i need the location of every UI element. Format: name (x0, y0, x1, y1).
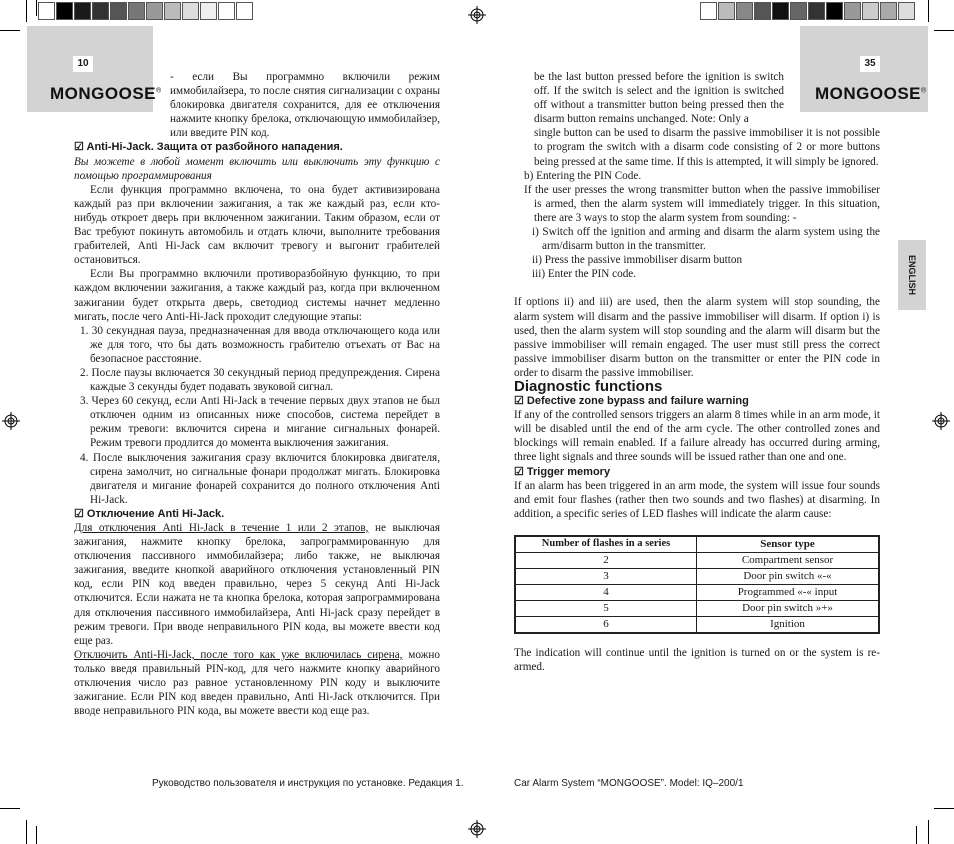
table-row: 4 Programmed «-« input (515, 584, 879, 600)
section-title-disable: ☑ Отключение Anti Hi-Jack. (74, 507, 225, 520)
paragraph: Если Вы программно включили противоразбойную функцию, то при каждом включении зажигания, а также каждый раз, когда при включенном зажигании будет открыта дверь, светодиод системы начнет медленно мигать, после чего Anti-Hi-Jack проходит следующие этапы: (74, 268, 440, 323)
table-header: Number of flashes in a series (515, 536, 697, 553)
color-bar-left (38, 2, 254, 20)
registration-mark-icon (932, 412, 950, 430)
paragraph: Для отключения Anti Hi-Jack в течение 1 или 2 этапов, не выключая зажигания, нажмите кнопку брелока, запрограммированную для отключения пассивного иммобилайзера; либо также, не выключая зажигания, введите кнопкой аварийного отключения установленный PIN код, если PIN код введен правильно, через 5 секунд Anti Hi-Jack отключится. Если нажата не та кнопка брелока, которая запрограммирована для отключения пассивного иммобилайзера, Anti Hi-jack сразу перейдет в режим тревоги. При вводе неправильного PIN кода, вы можете ввести код еще раз. (74, 522, 440, 647)
paragraph: Отключить Anti-Hi-Jack, после того как уже включилась сирена, можно только введя правильный PIN-код, для чего нажмите кнопку аварийного отключения число раз равное установленному PIN коду и выключите зажигание. Если PIN код введен правильно, Anti Hi-Jack отключится. При вводе неправильного PIN кода, вы можете ввести код еще раз. (74, 648, 440, 718)
table-row: 2 Compartment sensor (515, 552, 879, 568)
right-page-body (514, 70, 880, 674)
paragraph: If options ii) and iii) are used, then the alarm system will stop sounding, the alarm system will disarm and the passive immobiliser will disarm. If option i) is used, then the alarm system will stop sounding and the alarm will disarm but the passive immobiliser will remain engaged. The user must still press the correct passive immobiliser disarm button on the transmitter or enter the PIN code in order to disarm the passive immobiliser. (514, 296, 880, 379)
list-item: 3. Через 60 секунд, если Anti Hi-Jack в течение первых двух этапов не был отключен одним из описанных ниже способов, система перейдет в режим тревоги: включится сирена и мигание сигнальных фонарей. Режим тревоги продлится до момента выключения зажигания. (80, 395, 440, 450)
paragraph: If the user presses the wrong transmitter button when the passive immobiliser is armed, then the alarm system will immediately trigger. In this situation, there are 3 ways to stop the alarm system from sounding: - (524, 183, 880, 224)
list-item: 2. После паузы включается 30 секундный период предупреждения. Сирена каждые 3 секунды будет подавать звуковой сигнал. (80, 366, 440, 394)
paragraph: The indication will continue until the ignition is turned on or the system is re-armed. (514, 646, 880, 673)
page-number-right: 35 (860, 56, 880, 72)
list-item: ii) Press the passive immobiliser disarm button (532, 254, 743, 267)
list-item: iii) Enter the PIN code. (532, 268, 637, 281)
section-title-antihijack: ☑ Anti-Hi-Jack. Защита от разбойного нападения. (74, 141, 343, 154)
page-number-left: 10 (73, 56, 93, 72)
subsection-title: ☑ Defective zone bypass and failure warning (514, 395, 749, 408)
section-italic-note: Вы можете в любой момент включить или выключить эту функцию с помощью программирования (74, 155, 440, 182)
registration-mark-icon (468, 6, 486, 24)
left-page-body (74, 70, 440, 718)
table-row: 3 Door pin switch «-« (515, 568, 879, 584)
section-heading-diagnostic: Diagnostic functions (514, 377, 663, 395)
footer-left: Руководство пользователя и инструкция по установке. Редакция 1. (152, 778, 464, 789)
table-header-row (515, 536, 879, 553)
paragraph: be the last button pressed before the ignition is switch off. If the switch is select and the ignition is switched off without a transmitter button being pressed then the disarm button remains unchanged. Note: Only a (534, 71, 784, 126)
brand-logo-left: MONGOOSE® (50, 84, 162, 103)
sensor-table (514, 535, 880, 634)
intro-paragraph: - если Вы программно включили режим иммобилайзера, то после снятия сигнализации с охраны блокировка двигателя сохранится, для ее отключения нажмите кнопку брелока, отключающую иммобилайзер, или введите PIN код. (170, 71, 440, 140)
table-row: 6 Ignition (515, 616, 879, 633)
color-bar-right (700, 2, 916, 20)
list-item: 1. 30 секундная пауза, предназначенная для ввода отключающего кода или же для того, что бы дать возможность грабителю отъехать от Вас на безопасное расстояние. (80, 324, 440, 365)
list-item: i) Switch off the ignition and arming and disarm the alarm system using the arm/disarm button in the transmitter. (532, 226, 880, 253)
registration-mark-icon (2, 412, 20, 430)
footer-right: Car Alarm System “MONGOOSE”. Model: IQ–200/1 (514, 778, 744, 789)
table-header: Sensor type (697, 536, 880, 553)
table-row: 5 Door pin switch »+» (515, 600, 879, 616)
paragraph: single button can be used to disarm the passive immobiliser it is not possible to program the switch with a disarm code consisting of 2 or more buttons being pressed at the same time. If this is attempted, it will simply be ignored. (534, 127, 880, 168)
brand-logo-right: MONGOOSE® (815, 84, 927, 103)
paragraph: If any of the controlled sensors triggers an alarm 8 times while in an arm mode, it will be disabled until the end of the arm cycle. The other controlled zones and blockings will remain enabled. If a failure already has occurred during arming, three light signals and three sounds will be issued rather than one and one. (514, 409, 880, 464)
paragraph: If an alarm has been triggered in an arm mode, the system will issue four sounds and emit four flashes (rather then two sounds and two flashes) at disarming. In addition, a specific series of LED flashes will indicate the alarm cause: (514, 479, 880, 520)
subsection-title: ☑ Trigger memory (514, 465, 611, 478)
paragraph: Если функция программно включена, то она будет активизирована каждый раз при включении зажигания, а так же каждый раз, если кто-нибудь откроет дверь при включенном зажигании. Таким образом, если от Вас требуют покинуть автомобиль и отдать ключи, выполните требования грабителей, Anti Hi-Jack сам включит тревогу и выгонит грабителей остановиться. (74, 183, 440, 267)
registration-mark-icon (468, 820, 486, 838)
list-item: b) Entering the PIN Code. (524, 169, 642, 182)
language-tab: ENGLISH (898, 240, 926, 310)
list-item: 4. После выключения зажигания сразу включится блокировка двигателя, сирена замолчит, но сигнальные фонари продолжат мигать. Блокировка двигателя и мигание фонарей сохранится до полного отключения Anti Hi-Jack. (80, 451, 440, 506)
